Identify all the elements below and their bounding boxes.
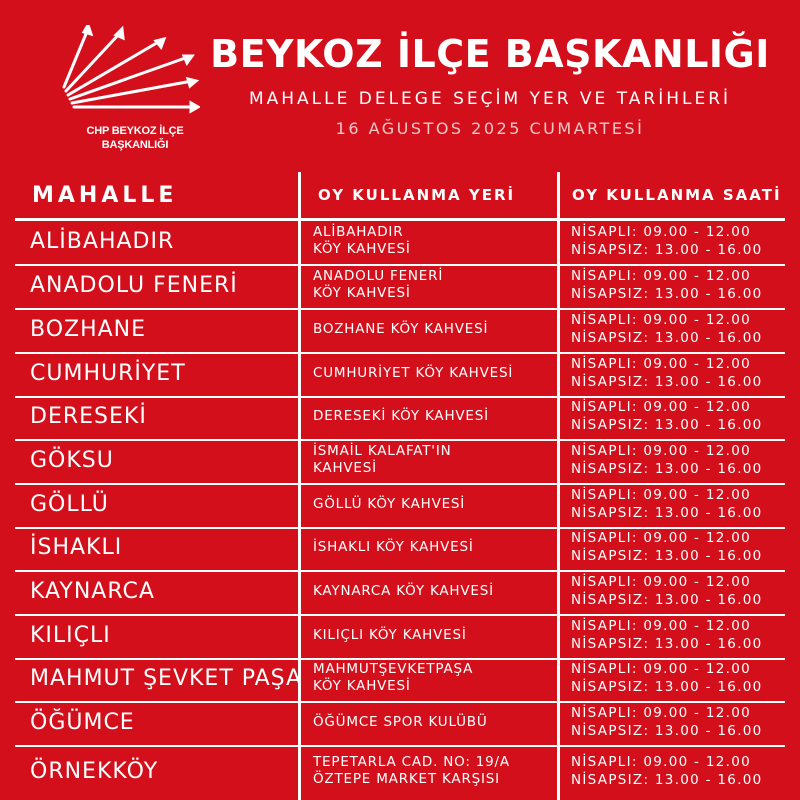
voting-hours xyxy=(571,570,763,612)
event-date: 16 AĞUSTOS 2025 CUMARTESİ xyxy=(335,119,645,138)
mahalle-name: CUMHURİYET xyxy=(30,360,186,386)
chp-logo xyxy=(60,25,200,155)
voting-place-line: İSHAKLI KÖY KAHVESİ xyxy=(313,538,474,555)
voting-hours-line: NİSAPLI: 09.00 - 12.00 xyxy=(571,618,751,634)
voting-hours-line: NİSAPSIZ: 13.00 - 16.00 xyxy=(571,505,763,521)
voting-hours-line: NİSAPLI: 09.00 - 12.00 xyxy=(571,705,751,721)
table-row xyxy=(0,483,800,527)
voting-hours-line: NİSAPLI: 09.00 - 12.00 xyxy=(571,530,751,546)
voting-hours-line: NİSAPSIZ: 13.00 - 16.00 xyxy=(571,772,763,788)
voting-hours-line: NİSAPSIZ: 13.00 - 16.00 xyxy=(571,242,763,258)
voting-hours-line: NİSAPSIZ: 13.00 - 16.00 xyxy=(571,548,763,564)
voting-place xyxy=(313,220,553,262)
voting-hours-line: NİSAPLI: 09.00 - 12.00 xyxy=(571,574,751,590)
voting-hours-line: NİSAPLI: 09.00 - 12.00 xyxy=(571,312,751,328)
voting-place-line: DERESEKİ KÖY KAHVESİ xyxy=(313,407,489,424)
voting-hours xyxy=(571,439,763,481)
table-row xyxy=(0,745,800,800)
table-row xyxy=(0,570,800,614)
mahalle-name: ANADOLU FENERİ xyxy=(30,272,238,298)
voting-hours-line: NİSAPSIZ: 13.00 - 16.00 xyxy=(571,286,763,302)
voting-place xyxy=(313,745,553,797)
table-row xyxy=(0,264,800,308)
voting-hours xyxy=(571,657,763,699)
voting-hours-line: NİSAPLI: 09.00 - 12.00 xyxy=(571,443,751,459)
voting-hours-line: NİSAPSIZ: 13.00 - 16.00 xyxy=(571,330,763,346)
logo-text-line2: BAŞKANLIĞI xyxy=(101,139,169,151)
voting-hours xyxy=(571,395,763,437)
voting-place xyxy=(313,352,553,394)
mahalle-name: GÖLLÜ xyxy=(30,491,109,517)
voting-hours-line: NİSAPSIZ: 13.00 - 16.00 xyxy=(571,636,763,652)
table-row xyxy=(0,352,800,396)
voting-place-line: TEPETARLA CAD. NO: 19/A xyxy=(313,754,510,770)
voting-hours-line: NİSAPLI: 09.00 - 12.00 xyxy=(571,224,751,240)
voting-hours-line: NİSAPLI: 09.00 - 12.00 xyxy=(571,754,751,770)
mahalle-name: İSHAKLI xyxy=(30,534,123,560)
table-row xyxy=(0,395,800,439)
column-header-yer: OY KULLANMA YERİ xyxy=(318,186,516,204)
voting-hours xyxy=(571,220,763,262)
table-row xyxy=(0,220,800,264)
voting-hours-line: NİSAPSIZ: 13.00 - 16.00 xyxy=(571,723,763,739)
voting-place xyxy=(313,395,553,437)
voting-hours-line: NİSAPSIZ: 13.00 - 16.00 xyxy=(571,592,763,608)
column-header-mahalle: MAHALLE xyxy=(32,182,178,208)
table-row xyxy=(0,657,800,701)
logo-text-line1: CHP BEYKOZ İLÇE xyxy=(86,125,184,137)
voting-place xyxy=(313,439,553,481)
table-row xyxy=(0,614,800,658)
voting-hours xyxy=(571,352,763,394)
voting-place xyxy=(313,483,553,525)
voting-hours xyxy=(571,264,763,306)
voting-hours xyxy=(571,526,763,568)
mahalle-name: MAHMUT ŞEVKET PAŞA xyxy=(30,665,303,691)
voting-place-line: GÖLLÜ KÖY KAHVESİ xyxy=(313,495,466,512)
voting-place-line: MAHMUTŞEVKETPAŞA xyxy=(313,661,474,677)
mahalle-name: BOZHANE xyxy=(30,316,147,342)
voting-place-line: KÖY KAHVESİ xyxy=(313,285,411,301)
voting-place xyxy=(313,657,553,699)
voting-hours-line: NİSAPLI: 09.00 - 12.00 xyxy=(571,356,751,372)
voting-place-line: KÖY KAHVESİ xyxy=(313,678,411,694)
voting-hours-line: NİSAPSIZ: 13.00 - 16.00 xyxy=(571,461,763,477)
voting-place-line: KAYNARCA KÖY KAHVESİ xyxy=(313,582,494,599)
page-subtitle: MAHALLE DELEGE SEÇİM YER VE TARİHLERİ xyxy=(248,89,732,109)
voting-place-line: ÖĞÜMCE SPOR KULÜBÜ xyxy=(313,713,488,730)
voting-place-line: İSMAİL KALAFAT'IN xyxy=(313,443,452,459)
voting-place-line: KÖY KAHVESİ xyxy=(313,241,411,257)
voting-hours-line: NİSAPLI: 09.00 - 12.00 xyxy=(571,399,751,415)
voting-hours-line: NİSAPSIZ: 13.00 - 16.00 xyxy=(571,417,763,433)
voting-place-line: KAHVESİ xyxy=(313,460,377,476)
column-header-saat: OY KULLANMA SAATİ xyxy=(572,186,782,204)
voting-hours xyxy=(571,483,763,525)
table-row xyxy=(0,701,800,745)
voting-hours-line: NİSAPSIZ: 13.00 - 16.00 xyxy=(571,374,763,390)
voting-hours xyxy=(571,614,763,656)
mahalle-name: ALİBAHADIR xyxy=(30,228,175,254)
mahalle-name: ÖRNEKKÖY xyxy=(30,758,159,784)
page-title: BEYKOZ İLÇE BAŞKANLIĞI xyxy=(210,32,770,76)
voting-place xyxy=(313,701,553,743)
voting-place xyxy=(313,526,553,568)
voting-hours-line: NİSAPLI: 09.00 - 12.00 xyxy=(571,268,751,284)
voting-hours xyxy=(571,308,763,350)
voting-place-line: ANADOLU FENERİ xyxy=(313,268,444,284)
mahalle-name: ÖĞÜMCE xyxy=(30,709,135,735)
voting-place-line: CUMHURİYET KÖY KAHVESİ xyxy=(313,364,514,381)
voting-hours-line: NİSAPLI: 09.00 - 12.00 xyxy=(571,661,751,677)
voting-place xyxy=(313,614,553,656)
mahalle-name: DERESEKİ xyxy=(30,403,147,429)
six-arrows-icon xyxy=(60,25,200,125)
voting-place-line: KILIÇLI KÖY KAHVESİ xyxy=(313,626,467,643)
mahalle-name: KAYNARCA xyxy=(30,578,155,604)
table-row xyxy=(0,439,800,483)
voting-place xyxy=(313,308,553,350)
voting-place-line: BOZHANE KÖY KAHVESİ xyxy=(313,320,489,337)
voting-hours-line: NİSAPLI: 09.00 - 12.00 xyxy=(571,487,751,503)
voting-hours-line: NİSAPSIZ: 13.00 - 16.00 xyxy=(571,679,763,695)
voting-hours xyxy=(571,745,763,797)
table-row xyxy=(0,526,800,570)
voting-hours xyxy=(571,701,763,743)
mahalle-name: KILIÇLI xyxy=(30,622,111,648)
voting-place-line: ALİBAHADIR xyxy=(313,224,404,240)
mahalle-name: GÖKSU xyxy=(30,447,114,473)
voting-place xyxy=(313,570,553,612)
voting-place xyxy=(313,264,553,306)
table-row xyxy=(0,308,800,352)
voting-place-line: ÖZTEPE MARKET KARŞISI xyxy=(313,771,500,787)
